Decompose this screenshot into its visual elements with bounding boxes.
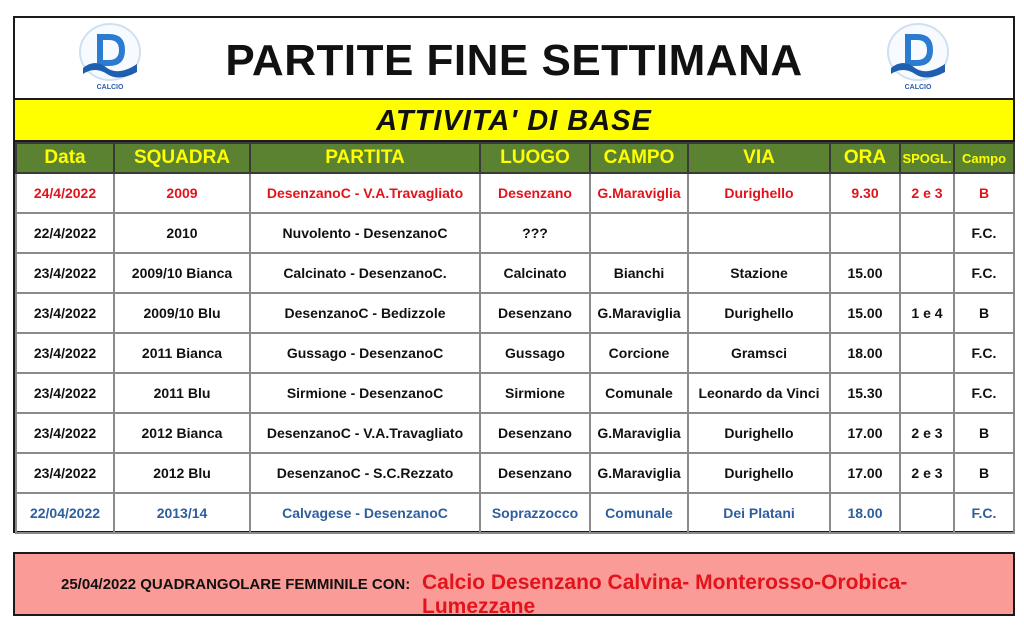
time-cell: 17.00 xyxy=(830,413,900,453)
team-cell: 2010 xyxy=(114,213,250,253)
column-header: Campo xyxy=(954,143,1014,173)
time-cell: 18.00 xyxy=(830,493,900,533)
section-subtitle: ATTIVITA' DI BASE xyxy=(15,100,1013,142)
locker-cell xyxy=(900,253,954,293)
date-cell: 23/4/2022 xyxy=(16,453,114,493)
location-cell: ??? xyxy=(480,213,590,253)
street-cell: Dei Platani xyxy=(688,493,830,533)
column-header: SPOGL. xyxy=(900,143,954,173)
match-cell: DesenzanoC - V.A.Travagliato xyxy=(250,173,480,213)
footer-label: 25/04/2022 QUADRANGOLARE FEMMINILE CON: xyxy=(61,576,411,593)
locker-cell: 2 e 3 xyxy=(900,173,954,213)
pitch-cell: F.C. xyxy=(954,373,1014,413)
time-cell: 18.00 xyxy=(830,333,900,373)
match-cell: DesenzanoC - Bedizzole xyxy=(250,293,480,333)
table-row xyxy=(16,213,1014,253)
footer-teams: Calcio Desenzano Calvina- Monterosso-Orobica-Lumezzane xyxy=(422,571,908,618)
team-cell: 2012 Bianca xyxy=(114,413,250,453)
street-cell: Stazione xyxy=(688,253,830,293)
locker-cell: 1 e 4 xyxy=(900,293,954,333)
table-row xyxy=(16,173,1014,213)
field-cell: G.Maraviglia xyxy=(590,293,688,333)
field-cell: Comunale xyxy=(590,493,688,533)
table-header-row xyxy=(16,143,1014,173)
location-cell: Desenzano xyxy=(480,413,590,453)
table-row xyxy=(16,333,1014,373)
column-header: VIA xyxy=(688,143,830,173)
street-cell xyxy=(688,213,830,253)
footer-banner xyxy=(13,552,1015,616)
location-cell: Soprazzocco xyxy=(480,493,590,533)
time-cell: 15.30 xyxy=(830,373,900,413)
table-row xyxy=(16,373,1014,413)
street-cell: Durighello xyxy=(688,453,830,493)
matches-table xyxy=(15,142,1015,534)
match-cell: Gussago - DesenzanoC xyxy=(250,333,480,373)
pitch-cell: F.C. xyxy=(954,253,1014,293)
header xyxy=(15,18,1013,100)
match-cell: Calcinato - DesenzanoC. xyxy=(250,253,480,293)
team-cell: 2013/14 xyxy=(114,493,250,533)
table-row xyxy=(16,293,1014,333)
location-cell: Desenzano xyxy=(480,453,590,493)
location-cell: Sirmione xyxy=(480,373,590,413)
pitch-cell: B xyxy=(954,413,1014,453)
team-cell: 2009/10 Bianca xyxy=(114,253,250,293)
street-cell: Gramsci xyxy=(688,333,830,373)
locker-cell xyxy=(900,213,954,253)
pitch-cell: B xyxy=(954,293,1014,333)
column-header: CAMPO xyxy=(590,143,688,173)
pitch-cell: F.C. xyxy=(954,493,1014,533)
locker-cell: 2 e 3 xyxy=(900,413,954,453)
team-cell: 2012 Blu xyxy=(114,453,250,493)
locker-cell xyxy=(900,493,954,533)
street-cell: Durighello xyxy=(688,413,830,453)
time-cell: 15.00 xyxy=(830,293,900,333)
column-header: SQUADRA xyxy=(114,143,250,173)
date-cell: 22/04/2022 xyxy=(16,493,114,533)
pitch-cell: B xyxy=(954,173,1014,213)
date-cell: 23/4/2022 xyxy=(16,333,114,373)
table-row xyxy=(16,413,1014,453)
column-header: Data xyxy=(16,143,114,173)
team-cell: 2009/10 Blu xyxy=(114,293,250,333)
location-cell: Calcinato xyxy=(480,253,590,293)
table-row xyxy=(16,253,1014,293)
location-cell: Gussago xyxy=(480,333,590,373)
field-cell: G.Maraviglia xyxy=(590,413,688,453)
page-title: PARTITE FINE SETTIMANA xyxy=(225,36,803,85)
time-cell xyxy=(830,213,900,253)
team-cell: 2011 Blu xyxy=(114,373,250,413)
logo-caption: CALCIO xyxy=(904,84,932,91)
team-cell: 2009 xyxy=(114,173,250,213)
match-cell: DesenzanoC - V.A.Travagliato xyxy=(250,413,480,453)
time-cell: 15.00 xyxy=(830,253,900,293)
match-cell: Sirmione - DesenzanoC xyxy=(250,373,480,413)
match-cell: Calvagese - DesenzanoC xyxy=(250,493,480,533)
match-cell: DesenzanoC - S.C.Rezzato xyxy=(250,453,480,493)
location-cell: Desenzano xyxy=(480,173,590,213)
schedule-sheet xyxy=(13,16,1015,533)
column-header: ORA xyxy=(830,143,900,173)
table-row xyxy=(16,493,1014,533)
column-header: PARTITA xyxy=(250,143,480,173)
time-cell: 17.00 xyxy=(830,453,900,493)
field-cell: Bianchi xyxy=(590,253,688,293)
club-logo-right xyxy=(879,22,957,96)
field-cell: G.Maraviglia xyxy=(590,453,688,493)
pitch-cell: B xyxy=(954,453,1014,493)
pitch-cell: F.C. xyxy=(954,213,1014,253)
column-header: LUOGO xyxy=(480,143,590,173)
date-cell: 23/4/2022 xyxy=(16,253,114,293)
pitch-cell: F.C. xyxy=(954,333,1014,373)
street-cell: Leonardo da Vinci xyxy=(688,373,830,413)
locker-cell xyxy=(900,333,954,373)
date-cell: 24/4/2022 xyxy=(16,173,114,213)
street-cell: Durighello xyxy=(688,293,830,333)
time-cell: 9.30 xyxy=(830,173,900,213)
date-cell: 23/4/2022 xyxy=(16,373,114,413)
field-cell: G.Maraviglia xyxy=(590,173,688,213)
location-cell: Desenzano xyxy=(480,293,590,333)
logo-caption: CALCIO xyxy=(96,84,124,91)
field-cell: Corcione xyxy=(590,333,688,373)
date-cell: 23/4/2022 xyxy=(16,293,114,333)
team-cell: 2011 Bianca xyxy=(114,333,250,373)
street-cell: Durighello xyxy=(688,173,830,213)
locker-cell xyxy=(900,373,954,413)
date-cell: 22/4/2022 xyxy=(16,213,114,253)
field-cell xyxy=(590,213,688,253)
table-row xyxy=(16,453,1014,493)
match-cell: Nuvolento - DesenzanoC xyxy=(250,213,480,253)
field-cell: Comunale xyxy=(590,373,688,413)
locker-cell: 2 e 3 xyxy=(900,453,954,493)
date-cell: 23/4/2022 xyxy=(16,413,114,453)
